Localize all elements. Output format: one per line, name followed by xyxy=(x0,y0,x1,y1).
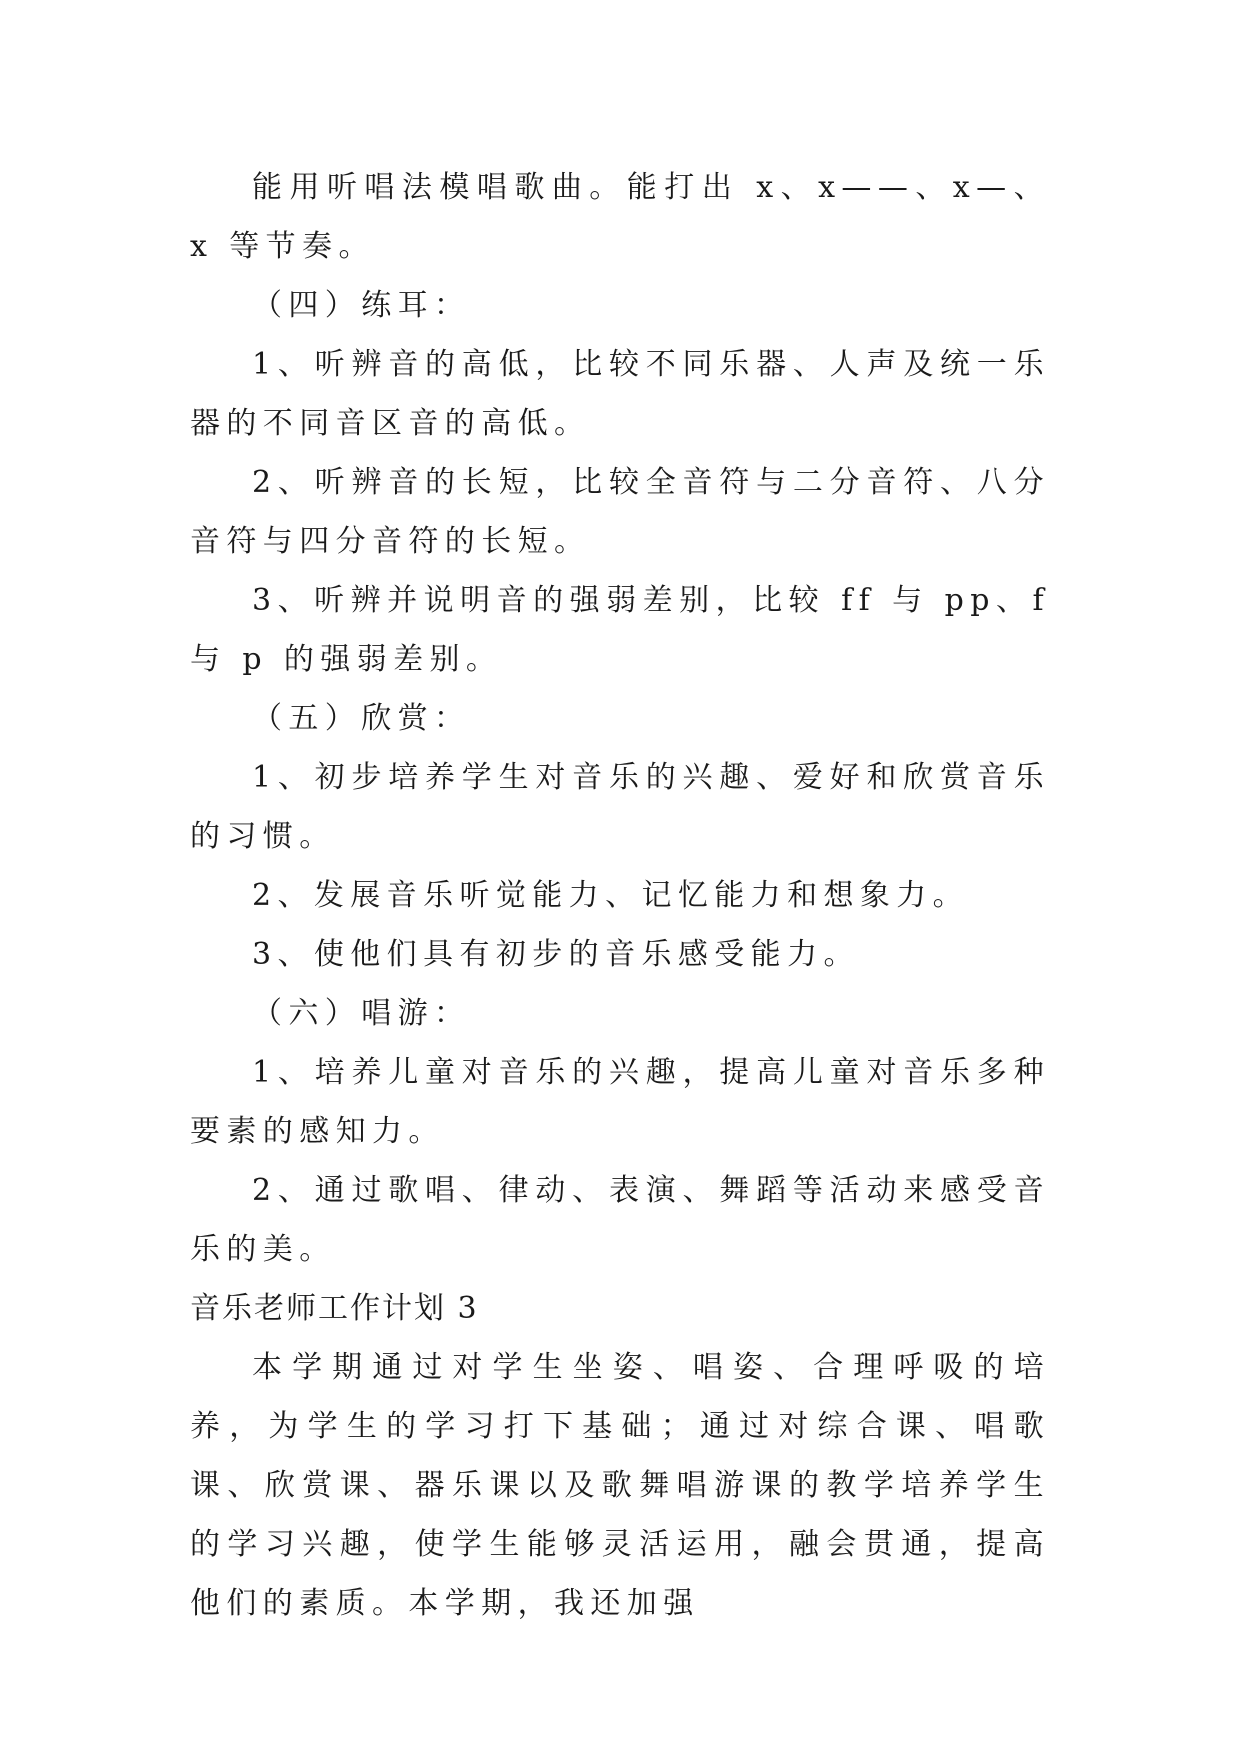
paragraph-ear-3: 3、听辨并说明音的强弱差别，比较 ff 与 pp、f 与 p 的强弱差别。 xyxy=(190,583,1050,677)
heading-singing-games: （六）唱游： xyxy=(252,996,471,1031)
heading-appreciation: （五）欣赏： xyxy=(252,701,471,736)
paragraph-ear-2: 2、听辨音的长短，比较全音符与二分音符、八分音符与四分音符的长短。 xyxy=(190,465,1050,559)
paragraph-appreciation-2: 2、发展音乐听觉能力、记忆能力和想象力。 xyxy=(252,878,970,913)
paragraph-singing-2: 2、通过歌唱、律动、表演、舞蹈等活动来感受音乐的美。 xyxy=(190,1173,1050,1267)
paragraph-ear-1: 1、听辨音的高低，比较不同乐器、人声及统一乐器的不同音区音的高低。 xyxy=(190,347,1050,441)
document-body xyxy=(190,158,1050,1633)
section-title-plan-3: 音乐老师工作计划 3 xyxy=(190,1291,479,1326)
heading-ear-training: （四）练耳： xyxy=(252,288,471,323)
paragraph-appreciation-3: 3、使他们具有初步的音乐感受能力。 xyxy=(252,937,860,972)
paragraph-rhythm: 能用听唱法模唱歌曲。能打出 x、x——、x—、x 等节奏。 xyxy=(190,170,1050,264)
paragraph-plan-3-intro: 本学期通过对学生坐姿、唱姿、合理呼吸的培养，为学生的学习打下基础；通过对综合课、唱歌课、欣赏课、器乐课以及歌舞唱游课的教学培养学生的学习兴趣，使学生能够灵活运用，融会贯通，提高他们的素质。本学期，我还加强 xyxy=(190,1350,1050,1621)
paragraph-singing-1: 1、培养儿童对音乐的兴趣，提高儿童对音乐多种要素的感知力。 xyxy=(190,1055,1050,1149)
paragraph-appreciation-1: 1、初步培养学生对音乐的兴趣、爱好和欣赏音乐的习惯。 xyxy=(190,760,1050,854)
